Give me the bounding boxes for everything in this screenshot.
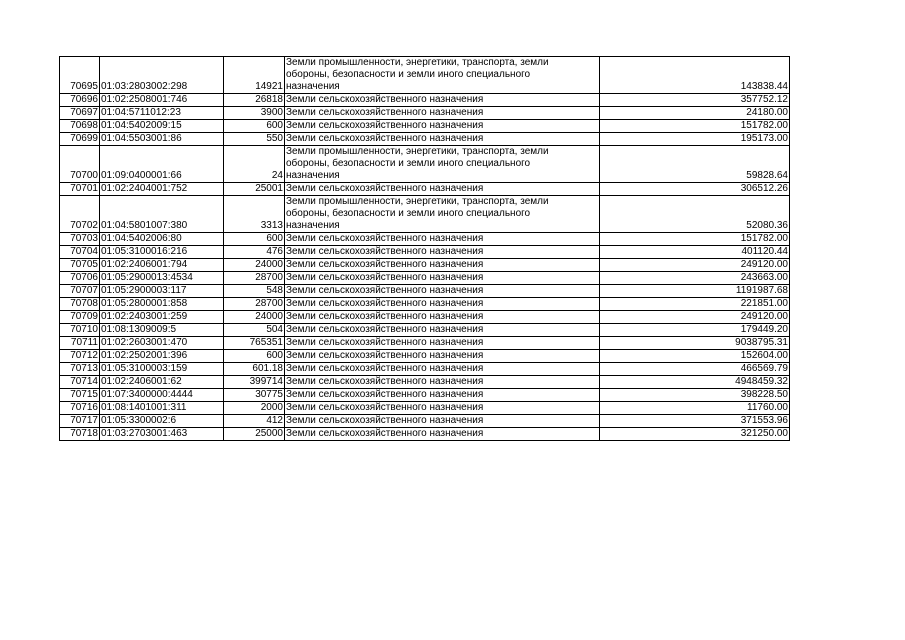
cell-land-category[interactable] xyxy=(285,246,600,259)
cell-cadastral-value[interactable]: 1191987.68 xyxy=(600,285,790,298)
cell-cadastral-number[interactable]: 01:02:2406001:794 xyxy=(100,259,224,272)
cell-area[interactable]: 28700 xyxy=(224,272,285,285)
land-category-line: Земли сельскохозяйственного назначения xyxy=(286,259,484,270)
land-category-line: обороны, безопасности и земли иного специального xyxy=(286,208,531,219)
cell-area[interactable]: 30775 xyxy=(224,389,285,402)
cell-id[interactable]: 70705 xyxy=(60,259,100,272)
cell-area[interactable]: 600 xyxy=(224,120,285,133)
cell-id[interactable]: 70704 xyxy=(60,246,100,259)
cell-land-category[interactable] xyxy=(285,337,600,350)
land-category-line: Земли сельскохозяйственного назначения xyxy=(286,324,484,335)
cell-cadastral-value[interactable]: 371553.96 xyxy=(600,415,790,428)
cell-cadastral-value[interactable]: 52080.36 xyxy=(600,196,790,233)
cell-land-category[interactable] xyxy=(285,259,600,272)
cell-id[interactable]: 70714 xyxy=(60,376,100,389)
cell-id[interactable]: 70703 xyxy=(60,233,100,246)
table-row xyxy=(60,324,790,337)
cell-id[interactable]: 70695 xyxy=(60,57,100,94)
cell-cadastral-number[interactable]: 01:03:2803002:298 xyxy=(100,57,224,94)
cell-cadastral-number[interactable]: 01:03:2703001:463 xyxy=(100,428,224,441)
cell-id[interactable]: 70709 xyxy=(60,311,100,324)
cell-cadastral-number[interactable]: 01:02:2403001:259 xyxy=(100,311,224,324)
cell-area[interactable]: 412 xyxy=(224,415,285,428)
cell-cadastral-value[interactable]: 306512.26 xyxy=(600,183,790,196)
cell-cadastral-number[interactable]: 01:09:0400001:66 xyxy=(100,146,224,183)
cell-area[interactable]: 25001 xyxy=(224,183,285,196)
land-category-line: Земли сельскохозяйственного назначения xyxy=(286,402,484,413)
cell-area[interactable]: 24000 xyxy=(224,311,285,324)
land-category-line: Земли сельскохозяйственного назначения xyxy=(286,298,484,309)
land-category-line: Земли сельскохозяйственного назначения xyxy=(286,376,484,387)
table-row xyxy=(60,337,790,350)
cell-cadastral-value[interactable]: 221851.00 xyxy=(600,298,790,311)
cell-area[interactable]: 14921 xyxy=(224,57,285,94)
cell-area[interactable]: 550 xyxy=(224,133,285,146)
table-row xyxy=(60,285,790,298)
cell-cadastral-value[interactable]: 357752.12 xyxy=(600,94,790,107)
cell-land-category[interactable] xyxy=(285,389,600,402)
cell-id[interactable]: 70698 xyxy=(60,120,100,133)
cell-land-category[interactable] xyxy=(285,324,600,337)
table-row xyxy=(60,298,790,311)
land-category-line: назначения xyxy=(286,170,340,181)
cell-cadastral-number[interactable]: 01:05:2900003:117 xyxy=(100,285,224,298)
table-row xyxy=(60,272,790,285)
cell-land-category[interactable] xyxy=(285,94,600,107)
land-category-line: Земли сельскохозяйственного назначения xyxy=(286,133,484,144)
cell-land-category[interactable] xyxy=(285,146,600,183)
land-category-line: Земли сельскохозяйственного назначения xyxy=(286,120,484,131)
land-category-line: обороны, безопасности и земли иного специального xyxy=(286,69,531,80)
land-category-line: Земли сельскохозяйственного назначения xyxy=(286,311,484,322)
cell-land-category[interactable] xyxy=(285,120,600,133)
table-row xyxy=(60,389,790,402)
cell-cadastral-value[interactable]: 24180.00 xyxy=(600,107,790,120)
table-row xyxy=(60,363,790,376)
cell-cadastral-number[interactable]: 01:05:3100003:159 xyxy=(100,363,224,376)
land-category-line: назначения xyxy=(286,220,340,231)
cell-area[interactable]: 765351 xyxy=(224,337,285,350)
land-category-line: Земли сельскохозяйственного назначения xyxy=(286,428,484,439)
cell-id[interactable]: 70701 xyxy=(60,183,100,196)
land-category-line: Земли сельскохозяйственного назначения xyxy=(286,233,484,244)
cell-area[interactable]: 600 xyxy=(224,233,285,246)
cell-id[interactable]: 70712 xyxy=(60,350,100,363)
cell-id[interactable]: 70708 xyxy=(60,298,100,311)
table-row xyxy=(60,246,790,259)
cell-land-category[interactable] xyxy=(285,311,600,324)
cell-cadastral-value[interactable]: 152604.00 xyxy=(600,350,790,363)
cell-cadastral-number[interactable]: 01:04:5402009:15 xyxy=(100,120,224,133)
cell-land-category[interactable] xyxy=(285,285,600,298)
cell-cadastral-value[interactable]: 195173.00 xyxy=(600,133,790,146)
cell-area[interactable]: 601.18 xyxy=(224,363,285,376)
land-category-line: Земли сельскохозяйственного назначения xyxy=(286,107,484,118)
cell-id[interactable]: 70715 xyxy=(60,389,100,402)
spreadsheet-sheet xyxy=(59,56,790,441)
table-row xyxy=(60,196,790,233)
cell-cadastral-value[interactable]: 249120.00 xyxy=(600,311,790,324)
cell-area[interactable]: 2000 xyxy=(224,402,285,415)
table-row xyxy=(60,311,790,324)
table-row xyxy=(60,120,790,133)
cell-id[interactable]: 70697 xyxy=(60,107,100,120)
land-category-line: Земли сельскохозяйственного назначения xyxy=(286,94,484,105)
cell-cadastral-value[interactable]: 143838.44 xyxy=(600,57,790,94)
cell-area[interactable]: 600 xyxy=(224,350,285,363)
cell-cadastral-number[interactable]: 01:08:1309009:5 xyxy=(100,324,224,337)
cell-cadastral-number[interactable]: 01:04:5402006:80 xyxy=(100,233,224,246)
cell-cadastral-value[interactable]: 179449.20 xyxy=(600,324,790,337)
table-body xyxy=(60,57,790,441)
cell-land-category[interactable] xyxy=(285,183,600,196)
table-row xyxy=(60,94,790,107)
cell-cadastral-value[interactable]: 4948459.32 xyxy=(600,376,790,389)
cell-cadastral-number[interactable]: 01:02:2603001:470 xyxy=(100,337,224,350)
cell-cadastral-number[interactable]: 01:04:5503001:86 xyxy=(100,133,224,146)
cell-cadastral-value[interactable]: 243663.00 xyxy=(600,272,790,285)
cell-area[interactable]: 3313 xyxy=(224,196,285,233)
land-category-line: назначения xyxy=(286,81,340,92)
land-category-line: Земли сельскохозяйственного назначения xyxy=(286,285,484,296)
table-row xyxy=(60,233,790,246)
cell-area[interactable]: 3900 xyxy=(224,107,285,120)
land-plots-table xyxy=(59,56,790,441)
cell-land-category[interactable] xyxy=(285,350,600,363)
table-row xyxy=(60,107,790,120)
cell-cadastral-value[interactable]: 9038795.31 xyxy=(600,337,790,350)
land-category-line: Земли сельскохозяйственного назначения xyxy=(286,337,484,348)
cell-area[interactable]: 399714 xyxy=(224,376,285,389)
cell-land-category[interactable] xyxy=(285,428,600,441)
cell-id[interactable]: 70699 xyxy=(60,133,100,146)
land-category-line: Земли сельскохозяйственного назначения xyxy=(286,272,484,283)
cell-id[interactable]: 70713 xyxy=(60,363,100,376)
cell-id[interactable]: 70711 xyxy=(60,337,100,350)
cell-land-category[interactable] xyxy=(285,57,600,94)
land-category-line: Земли промышленности, энергетики, транспорта, земли xyxy=(286,57,549,68)
cell-land-category[interactable] xyxy=(285,272,600,285)
cell-land-category[interactable] xyxy=(285,196,600,233)
cell-cadastral-number[interactable]: 01:05:2800001:858 xyxy=(100,298,224,311)
cell-area[interactable]: 504 xyxy=(224,324,285,337)
table-row xyxy=(60,183,790,196)
cell-cadastral-number[interactable]: 01:02:2406001:62 xyxy=(100,376,224,389)
cell-land-category[interactable] xyxy=(285,415,600,428)
land-category-line: обороны, безопасности и земли иного специального xyxy=(286,158,531,169)
cell-cadastral-number[interactable]: 01:05:2900013:4534 xyxy=(100,272,224,285)
cell-id[interactable]: 70710 xyxy=(60,324,100,337)
cell-id[interactable]: 70718 xyxy=(60,428,100,441)
land-category-line: Земли сельскохозяйственного назначения xyxy=(286,415,484,426)
cell-land-category[interactable] xyxy=(285,107,600,120)
table-row xyxy=(60,428,790,441)
cell-cadastral-number[interactable]: 01:08:1401001:311 xyxy=(100,402,224,415)
cell-id[interactable]: 70696 xyxy=(60,94,100,107)
cell-cadastral-value[interactable]: 151782.00 xyxy=(600,233,790,246)
cell-cadastral-number[interactable]: 01:04:5801007:380 xyxy=(100,196,224,233)
cell-area[interactable]: 24 xyxy=(224,146,285,183)
cell-cadastral-number[interactable]: 01:02:2502001:396 xyxy=(100,350,224,363)
cell-area[interactable]: 476 xyxy=(224,246,285,259)
table-row xyxy=(60,57,790,94)
cell-area[interactable]: 28700 xyxy=(224,298,285,311)
cell-id[interactable]: 70716 xyxy=(60,402,100,415)
cell-area[interactable]: 24000 xyxy=(224,259,285,272)
cell-land-category[interactable] xyxy=(285,133,600,146)
cell-cadastral-number[interactable]: 01:07:3400000:4444 xyxy=(100,389,224,402)
cell-id[interactable]: 70717 xyxy=(60,415,100,428)
cell-cadastral-number[interactable]: 01:05:3300002:6 xyxy=(100,415,224,428)
land-category-line: Земли сельскохозяйственного назначения xyxy=(286,363,484,374)
cell-cadastral-value[interactable]: 59828.64 xyxy=(600,146,790,183)
table-row xyxy=(60,146,790,183)
cell-cadastral-value[interactable]: 151782.00 xyxy=(600,120,790,133)
cell-cadastral-number[interactable]: 01:05:3100016:216 xyxy=(100,246,224,259)
cell-id[interactable]: 70706 xyxy=(60,272,100,285)
table-row xyxy=(60,350,790,363)
cell-area[interactable]: 25000 xyxy=(224,428,285,441)
cell-cadastral-value[interactable]: 321250.00 xyxy=(600,428,790,441)
land-category-line: Земли сельскохозяйственного назначения xyxy=(286,246,484,257)
cell-land-category[interactable] xyxy=(285,233,600,246)
table-row xyxy=(60,415,790,428)
cell-cadastral-value[interactable]: 398228.50 xyxy=(600,389,790,402)
cell-cadastral-number[interactable]: 01:02:2404001:752 xyxy=(100,183,224,196)
cell-cadastral-value[interactable]: 249120.00 xyxy=(600,259,790,272)
table-row xyxy=(60,133,790,146)
table-row xyxy=(60,376,790,389)
table-row xyxy=(60,259,790,272)
cell-cadastral-value[interactable]: 11760.00 xyxy=(600,402,790,415)
cell-cadastral-number[interactable]: 01:04:5711012:23 xyxy=(100,107,224,120)
land-category-line: Земли промышленности, энергетики, транспорта, земли xyxy=(286,146,549,157)
cell-land-category[interactable] xyxy=(285,402,600,415)
cell-cadastral-value[interactable]: 466569.79 xyxy=(600,363,790,376)
cell-area[interactable]: 26818 xyxy=(224,94,285,107)
cell-cadastral-value[interactable]: 401120.44 xyxy=(600,246,790,259)
cell-id[interactable]: 70707 xyxy=(60,285,100,298)
land-category-line: Земли промышленности, энергетики, транспорта, земли xyxy=(286,196,549,207)
cell-land-category[interactable] xyxy=(285,363,600,376)
land-category-line: Земли сельскохозяйственного назначения xyxy=(286,183,484,194)
cell-id[interactable]: 70700 xyxy=(60,146,100,183)
cell-land-category[interactable] xyxy=(285,298,600,311)
cell-id[interactable]: 70702 xyxy=(60,196,100,233)
land-category-line: Земли сельскохозяйственного назначения xyxy=(286,350,484,361)
cell-cadastral-number[interactable]: 01:02:2508001:746 xyxy=(100,94,224,107)
cell-land-category[interactable] xyxy=(285,376,600,389)
land-category-line: Земли сельскохозяйственного назначения xyxy=(286,389,484,400)
cell-area[interactable]: 548 xyxy=(224,285,285,298)
table-row xyxy=(60,402,790,415)
